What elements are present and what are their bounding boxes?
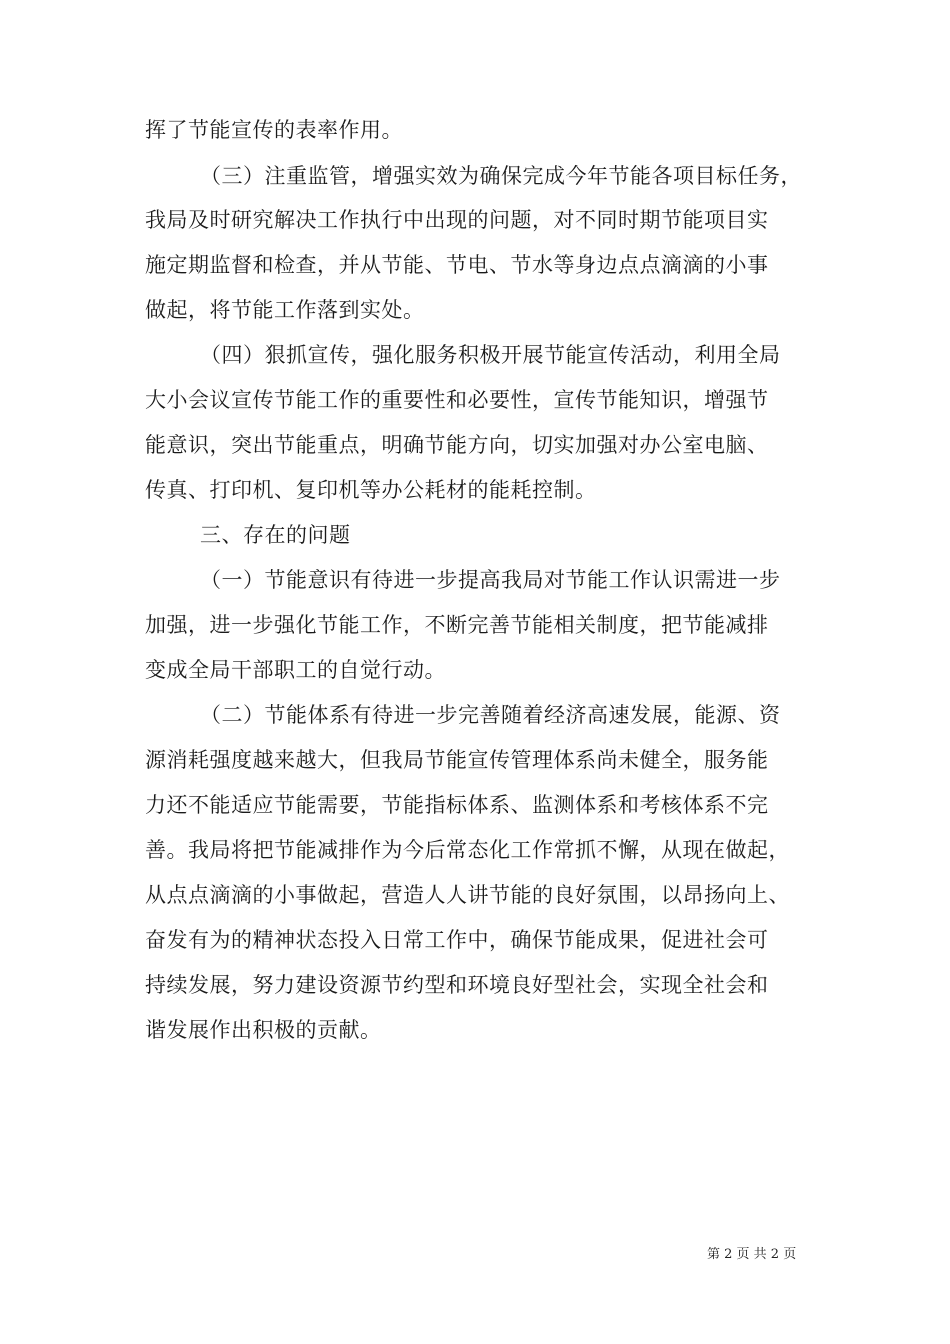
- paragraph-line: 奋发有为的精神状态投入日常工作中，确保节能成果，促进社会可: [145, 928, 769, 952]
- paragraph-line: （三）注重监管，增强实效为确保完成今年节能各项目标任务，: [200, 164, 802, 188]
- page-number: 第 2 页 共 2 页: [707, 1247, 797, 1262]
- paragraph-line: 变成全局干部职工的自觉行动。: [145, 658, 446, 682]
- paragraph-line: （四）狠抓宣传，强化服务积极开展节能宣传活动，利用全局: [200, 343, 781, 367]
- paragraph-line: 挥了节能宣传的表率作用。: [145, 118, 403, 142]
- paragraph-line: 善。我局将把节能减排作为今后常态化工作常抓不懈，从现在做起，: [145, 838, 790, 862]
- paragraph-line: 大小会议宣传节能工作的重要性和必要性，宣传节能知识，增强节: [145, 388, 769, 412]
- paragraph-line: （一）节能意识有待进一步提高我局对节能工作认识需进一步: [200, 568, 781, 592]
- paragraph-line: 做起，将节能工作落到实处。: [145, 298, 425, 322]
- paragraph-line: 能意识，突出节能重点，明确节能方向，切实加强对办公室电脑、: [145, 433, 769, 457]
- paragraph-line: 持续发展，努力建设资源节约型和环境良好型社会，实现全社会和: [145, 973, 769, 997]
- paragraph-line: 从点点滴滴的小事做起，营造人人讲节能的良好氛围，以昂扬向上、: [145, 883, 790, 907]
- paragraph-line: 我局及时研究解决工作执行中出现的问题，对不同时期节能项目实: [145, 208, 769, 232]
- paragraph-line: 加强，进一步强化节能工作，不断完善节能相关制度，把节能减排: [145, 613, 769, 637]
- paragraph-line: 传真、打印机、复印机等办公耗材的能耗控制。: [145, 478, 597, 502]
- paragraph-line: 力还不能适应节能需要，节能指标体系、监测体系和考核体系不完: [145, 793, 769, 817]
- paragraph-line: 施定期监督和检查，并从节能、节电、节水等身边点点滴滴的小事: [145, 253, 769, 277]
- paragraph-line: （二）节能体系有待进一步完善随着经济高速发展，能源、资: [200, 703, 781, 727]
- section-heading: 三、存在的问题: [200, 523, 351, 547]
- paragraph-line: 谐发展作出积极的贡献。: [145, 1018, 382, 1042]
- paragraph-line: 源消耗强度越来越大，但我局节能宣传管理体系尚未健全，服务能: [145, 748, 769, 772]
